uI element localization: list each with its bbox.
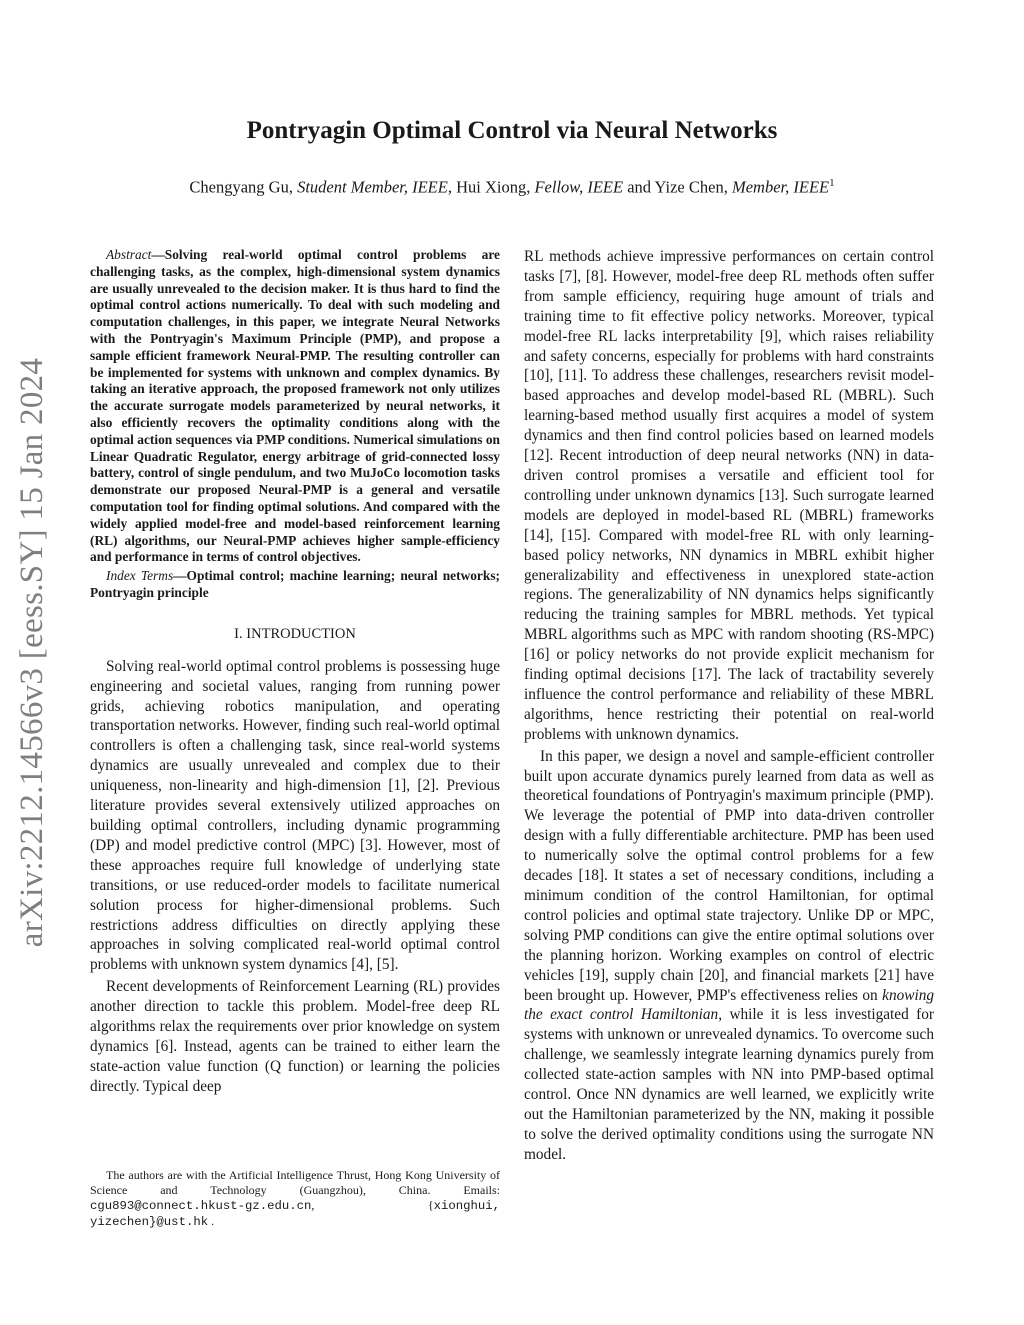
- intro-paragraph-2: Recent developments of Reinforcement Learning (RL) provides another direction to tackle this problem. Model-free deep RL algorithms relax the requirements over prior knowledge on system dynamics [6]. Instead, agents can be trained to either learn the state-action value function (Q function) or learning the policies directly. Typical deep: [90, 978, 500, 1095]
- section-heading-introduction: [90, 626, 500, 643]
- abstract-text: Solving real-world optimal control problems are challenging tasks, as the complex, high-dimensional system dynamics are usually unrevealed to the decision maker. It is thus hard to find the optimal control actions numerically. To deal with such modeling and computation challenges, in this paper, we integrate Neural Networks with the Pontryagin's Maximum Principle (PMP), and propose a sample efficient framework Neural-PMP. The resulting controller can be implemented for systems with unknown and complex dynamics. By taking an iterative approach, the proposed framework not only utilizes the accurate surrogate models parameterized by neural networks, it also efficiently recovers the optimality conditions along with the optimal action sequences via PMP conditions. Numerical simulations on Linear Quadratic Regulator, energy arbitrage of grid-connected lossy battery, control of single pendulum, and two MuJoCo locomotion tasks demonstrate our proposed Neural-PMP is a general and versatile computation tool for finding optimal solutions. And compared with the widely applied model-free and model-based reinforcement learning (RL) algorithms, our Neural-PMP achieves higher sample-efficiency and performance in terms of control objectives.: [90, 247, 500, 565]
- intro-paragraph-4: [524, 747, 934, 1165]
- intro-paragraph-1: Solving real-world optimal control problems is possessing huge engineering and societal values, ranging from running power grids, achieving robotics manipulation, and operating transportation networks. However, finding such real-world optimal controllers is often a challenging task, since real-world systems dynamics are usually unrevealed and complex due to their uniqueness, non-linearity and high-dimension [1], [2]. Previous literature provides several extensively utilized approaches on building optimal controllers, including dynamic programming (DP) and model predictive control (MPC) [3]. However, most of these approaches require full knowledge of underlying state transitions, or use reduced-order models to facilitate numerical solution process for higher-dimensional problems. Such restrictions address difficulties on directly applying these approaches in solving complicated real-world optimal control problems with unknown system dynamics [4], [5].: [90, 657, 500, 974]
- author-3-name: and Yize Chen,: [623, 177, 732, 197]
- paragraph-4-emphasis: knowing the exact control Hamiltonian: [524, 986, 934, 1024]
- email-2-domain: }@ust.hk: [149, 1215, 209, 1229]
- index-terms-label: Index Terms: [106, 568, 174, 584]
- paragraph-4-part-2: , while it is less investigated for systems with unknown or unrevealed dynamics. To overcome such challenge, we seamlessly integrate learning dynamics purely from collected state-action samples with NN into PMP-based optimal control. Once NN dynamics are well learned, we explicitly write out the Hamiltonian parameterized by the NN, making it possible to solve the derived optimality conditions using the surrogate NN model.: [524, 1006, 934, 1163]
- email-2: xionghui, yizechen: [90, 1199, 500, 1229]
- author-3-role: Member, IEEE: [731, 177, 830, 197]
- author-1-name: Chengyang Gu,: [189, 177, 298, 197]
- affiliation-mark: 1: [829, 177, 835, 189]
- index-terms-text: Optimal control; machine learning; neural networks; Pontryagin principle: [90, 568, 500, 600]
- author-line: [0, 177, 1024, 198]
- left-column: [90, 247, 500, 1097]
- paper-title: Pontryagin Optimal Control via Neural Networks: [246, 117, 778, 144]
- index-terms-dash: —: [173, 568, 187, 584]
- section-title-rest: NTRODUCTION: [251, 625, 356, 642]
- right-column: [524, 247, 934, 1165]
- section-number: I.: [234, 625, 247, 642]
- email-1: cgu893@connect.hkust-gz.edu.cn: [90, 1199, 312, 1213]
- author-2-name: , Hui Xiong,: [447, 177, 535, 197]
- author-2-role: Fellow, IEEE: [534, 177, 624, 197]
- abstract-label: Abstract: [106, 247, 152, 262]
- arxiv-stamp-text: arXiv:2212.14566v3 [eess.SY] 15 Jan 2024: [14, 357, 51, 948]
- abstract: [90, 247, 500, 566]
- author-1-role: Student Member, IEEE: [297, 177, 448, 197]
- index-terms: [90, 568, 500, 602]
- email-separator: , {: [311, 1198, 434, 1212]
- intro-paragraph-3: RL methods achieve impressive performances on certain control tasks [7], [8]. However, model-free deep RL methods often suffer from sample efficiency, requiring huge amount of trials and training time to fit effective policy networks. Moreover, typical model-free RL lacks interpretability [9], which raises reliability and safety concerns, especially for problems with hard constraints [10], [11]. To address these challenges, researchers revisit model-based approaches and develop model-based RL (MBRL). Such learning-based method usually first acquires a model of system dynamics and then find control policies based on learned models [12]. Recent introduction of deep neural networks (NN) in data-driven control promises a versatile and efficient tool for controlling under unknown dynamics [13]. Such surrogate learned models are deployed in model-based RL (MBRL) frameworks [14], [15]. Compared with model-free RL with only learning-based policy networks, NN dynamics in MBRL exhibit higher generalizability and effectiveness in unexplored state-action regions. The generalizability of NN dynamics helps significantly reducing the training samples for MBRL methods. Yet typical MBRL algorithms such as MPC with random shooting (RS-MPC) [16] or policy networks do not provide explicit mechanism for finding optimal decisions [17]. The lack of tractability severely influence the control performance and reliability of these MBRL algorithms, hence restricting their potential on real-world problems with unknown dynamics.: [524, 248, 934, 743]
- abstract-dash: —: [151, 247, 165, 262]
- paragraph-4-part-1: In this paper, we design a novel and sample-efficient controller built upon accurate dynamics purely learned from data as well as theoretical foundations of Pontryagin's maximum principle (PMP). We leverage the potential of PMP into data-driven controller design with a fully differentiable architecture. PMP has been used to numerically solve the optimal control problems for a few decades [18]. It states a set of necessary conditions, including a minimum condition of the control Hamiltonian, for optimal control policies and optimal state trajectory. Unlike DP or MPC, solving PMP conditions can give the entire optimal solutions over the planning horizon. Working examples on control of electric vehicles [19], supply chain [20], and financial markets [21] have been brought up. However, PMP's effectiveness relies on: [524, 747, 934, 1004]
- affiliation-footnote: [90, 1168, 500, 1230]
- footnote-text: The authors are with the Artificial Intelligence Thrust, Hong Kong University of Science and Technology (Guangzhou), China. Emails:: [90, 1168, 500, 1197]
- arxiv-stamp: [9, 345, 57, 960]
- footnote-end: .: [208, 1214, 215, 1228]
- section-initial: I: [246, 625, 252, 642]
